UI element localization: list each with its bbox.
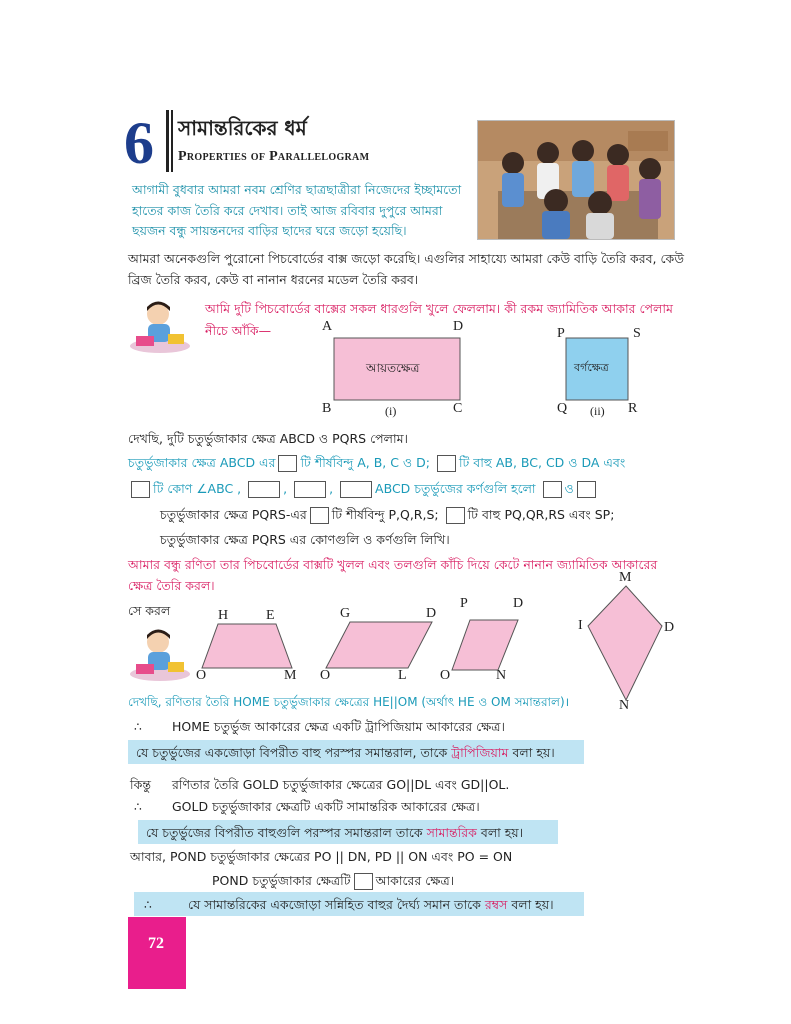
label-L: L <box>398 668 407 683</box>
fill-in-line-2 <box>128 478 708 499</box>
paragraph-ronita: আমার বন্ধু রণিতা তার পিচবোর্ডের বাক্সটি খুলল এবং তলগুলি কাঁচি দিয়ে কেটে নানান জ্যামিতিক আকারের ক্ষেত্র তৈরি করল। <box>128 557 658 593</box>
label-A: A <box>322 319 333 334</box>
line-home: দেখছি, রণিতার তৈরি HOME চতুর্ভুজাকার ক্ষেত্রের HE||OM (অর্থাৎ HE ও OM সমান্তরাল)। <box>128 695 570 709</box>
line-gold: রণিতার তৈরি GOLD চতুর্ভুজাকার ক্ষেত্রের GO||DL এবং GD||OL. <box>172 777 510 792</box>
blank-angle-3[interactable] <box>294 481 326 498</box>
label-I: I <box>578 618 583 633</box>
line-two-quadrilaterals: দেখছি, দুটি চতুর্ভুজাকার ক্ষেত্র ABCD ও PQRS পেলাম। <box>128 431 408 446</box>
label-R: R <box>628 401 638 416</box>
definition-rhombus <box>188 894 554 915</box>
label-D-kite: D <box>664 620 675 635</box>
children-illustration <box>477 120 675 240</box>
fill1-a: চতুর্ভুজাকার ক্ষেত্র ABCD এর <box>128 455 276 470</box>
line-pond: আবার, POND চতুর্ভুজাকার ক্ষেত্রের PO || DN, PD || ON এবং PO = ON <box>130 849 513 864</box>
chapter-title: সামান্তরিকের ধর্ম <box>178 116 307 140</box>
label-D-pond: D <box>513 596 524 611</box>
blank-diagonal-1[interactable] <box>543 481 562 498</box>
blank-pqrs-vertices[interactable] <box>310 507 329 524</box>
fill-in-line-3 <box>160 504 700 525</box>
fill-in-line-4: চতুর্ভুজাকার ক্ষেত্র PQRS এর কোণগুলি ও কর্ণগুলি লিখি। <box>160 532 450 547</box>
pond-2-b: আকারের ক্ষেত্র। <box>375 873 455 888</box>
girl-avatar-2 <box>128 626 192 682</box>
label-N-kite: N <box>619 698 630 713</box>
label-O-home: O <box>196 668 207 683</box>
definition-parallelogram <box>146 822 523 843</box>
therefore-3: ∴ <box>144 897 152 912</box>
chapter-divider <box>166 110 169 172</box>
label-P: P <box>557 326 565 341</box>
fill1-e: , <box>283 481 288 496</box>
fill1-g: ABCD চতুর্ভুজের কর্ণগুলি হলো <box>375 481 536 496</box>
therefore-2: ∴ <box>134 799 142 814</box>
label-M-kite: M <box>619 570 632 585</box>
label-M-home: M <box>284 668 297 683</box>
chapter-number: 6 <box>124 110 154 176</box>
square-label: বর্গক্ষেত্র <box>574 361 609 374</box>
but-label: কিন্তু <box>130 777 151 792</box>
blank-diagonal-2[interactable] <box>577 481 596 498</box>
label-Q: Q <box>557 401 568 416</box>
label-P-pond: P <box>460 596 468 611</box>
fill1-h: ও <box>564 481 574 496</box>
fill2-b: টি শীর্ষবিন্দু P,Q,R,S; <box>331 507 439 522</box>
figure-quadrilaterals <box>190 580 690 710</box>
line-gold-2: GOLD চতুর্ভুজাকার ক্ষেত্রটি একটি সামান্তরিক আকারের ক্ষেত্র। <box>172 799 480 814</box>
speech-line-1: আমি দুটি পিচবোর্ডের বাক্সের সকল ধারগুলি খুলে ফেললাম। কী রকম জ্যামিতিক আকার পেলাম নীচে আঁকি— <box>205 301 673 338</box>
label-C: C <box>453 401 463 416</box>
pond-2-a: POND চতুর্ভুজাকার ক্ষেত্রটি <box>212 873 351 888</box>
blank-vertices-count[interactable] <box>278 455 297 472</box>
girl-avatar-1 <box>128 298 192 354</box>
label-O-gold: O <box>320 668 331 683</box>
chapter-divider-thin <box>171 110 173 172</box>
fill-in-line-1 <box>128 452 708 473</box>
label-O-pond: O <box>440 668 451 683</box>
label-N-pond: N <box>496 668 507 683</box>
fill1-d: টি কোণ ∠ABC , <box>153 481 242 496</box>
def-rhombus-term: রম্বস <box>484 897 508 912</box>
intro-paragraph: আগামী বুধবার আমরা নবম শ্রেণির ছাত্রছাত্রীরা নিজেদের ইচ্ছামতো হাতের কাজ তৈরি করে দেখাব। তাই আজ রবিবার দুপুরে আমরা ছয়জন বন্ধু সায়ন্তনদের বাড়ির ছাদের ঘরে জড়ো হয়েছি। <box>132 182 462 238</box>
page-number-tab <box>128 917 186 989</box>
def-para-pre: যে চতুর্ভুজের বিপরীত বাহুগুলি পরস্পর সমান্তরাল তাকে <box>146 825 423 840</box>
page-number: 72 <box>148 935 164 952</box>
line-pond-2 <box>212 870 454 891</box>
rectangle-label: আয়তক্ষেত্র <box>366 361 420 375</box>
fill1-f: , <box>329 481 334 496</box>
label-H: H <box>218 608 229 623</box>
def-rhombus-pre: যে সামান্তরিকের একজোড়া সন্নিহিত বাহুর দৈর্ঘ্য সমান তাকে <box>188 897 481 912</box>
fill2-a: চতুর্ভুজাকার ক্ষেত্র PQRS-এর <box>160 507 307 522</box>
label-G: G <box>340 606 351 621</box>
blank-pqrs-sides[interactable] <box>446 507 465 524</box>
label-S: S <box>633 326 641 341</box>
blank-pond-shape[interactable] <box>354 873 373 890</box>
def-trap-pre: যে চতুর্ভুজের একজোড়া বিপরীত বাহু পরস্পর সমান্তরাল, তাকে <box>136 745 448 760</box>
label-B: B <box>322 401 332 416</box>
def-trap-term: ট্রাপিজিয়াম <box>451 745 509 760</box>
fill1-b: টি শীর্ষবিন্দু A, B, C ও D; <box>300 455 430 470</box>
therefore-1: ∴ <box>134 719 142 734</box>
paragraph-boxes: আমরা অনেকগুলি পুরোনো পিচবোর্ডের বাক্স জড়ো করেছি। এগুলির সাহায্যে আমরা কেউ বাড়ি তৈরি করব, কেউ ব্রিজ তৈরি করব, কেউ বা নানান ধরনের মডেল তৈরি করব। <box>128 251 685 287</box>
caption-i: (i) <box>385 404 397 418</box>
definition-trapezium <box>136 742 555 763</box>
def-rhombus-post: বলা হয়। <box>511 897 554 912</box>
blank-angle-2[interactable] <box>248 481 280 498</box>
line-trapezium: HOME চতুর্ভুজ আকারের ক্ষেত্র একটি ট্রাপিজিয়াম আকারের ক্ষেত্র। <box>172 719 505 734</box>
fill2-c: টি বাহু PQ,QR,RS এবং SP; <box>467 507 615 522</box>
label-D-gold: D <box>426 606 437 621</box>
label-E: E <box>266 608 275 623</box>
blank-angles-count[interactable] <box>131 481 150 498</box>
chapter-subtitle: Properties of Parallelogram <box>178 149 370 164</box>
label-D: D <box>453 319 464 334</box>
blank-sides-count[interactable] <box>437 455 456 472</box>
caption-ii: (ii) <box>590 404 605 418</box>
def-trap-post: বলা হয়। <box>512 745 555 760</box>
blank-angle-4[interactable] <box>340 481 372 498</box>
def-para-post: বলা হয়। <box>480 825 524 840</box>
fill1-c: টি বাহু AB, BC, CD ও DA এবং <box>458 455 626 470</box>
def-para-term: সামান্তরিক <box>426 825 477 840</box>
she-did-label: সে করল <box>128 603 171 618</box>
